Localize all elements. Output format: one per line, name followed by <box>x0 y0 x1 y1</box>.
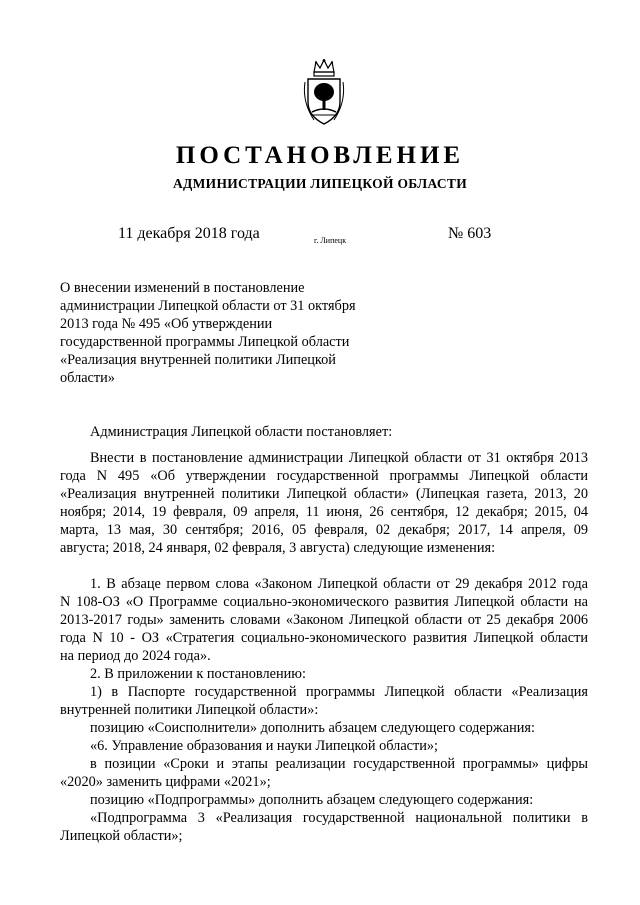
intro-line: ноября; 2014, 19 февраля, 09 апреля, 11 июня, 26 сентября, 12 декабря; 2015, 04 <box>60 504 588 520</box>
item-2-heading: 2. В приложении к постановлению: <box>90 666 306 682</box>
document-number: № 603 <box>448 225 492 242</box>
subject-line: администрации Липецкой области от 31 октября <box>60 298 356 314</box>
document-subtitle: АДМИНИСТРАЦИИ ЛИПЕЦКОЙ ОБЛАСТИ <box>172 176 468 191</box>
subject-line: 2013 года № 495 «Об утверждении <box>60 316 273 332</box>
item-2-1-line: 1) в Паспорте государственной программы Липецкой области «Реализация <box>90 684 588 700</box>
subject-line: государственной программы Липецкой области <box>60 334 350 350</box>
position-terms-line: в позиции «Сроки и этапы реализации государственной программы» цифры <box>90 756 588 772</box>
document-subject <box>60 279 400 387</box>
item-1 <box>60 575 588 845</box>
position-subprograms: позицию «Подпрограммы» дополнить абзацем следующего содержания: <box>90 792 534 808</box>
preamble-text: Администрация Липецкой области постановляет: <box>90 424 393 440</box>
item-2-1-line: внутренней политики Липецкой области»: <box>60 702 319 718</box>
document-city: г. Липецк <box>314 236 347 245</box>
position-subprograms-line: Липецкой области»; <box>60 828 183 844</box>
coat-of-arms-icon <box>302 58 346 128</box>
intro-line: Внести в постановление администрации Липецкой области от 31 октября 2013 <box>90 450 588 466</box>
position-terms-line: «2020» заменить цифрами «2021»; <box>60 774 271 790</box>
intro-line: года N 495 «Об утверждении государственной программы Липецкой области <box>60 468 588 484</box>
item-1-line: года N 10 - ОЗ «Стратегия социально-экономического развития Липецкой области <box>60 630 588 646</box>
item-1-line: 2013-2017 годы» заменить словами «Законом Липецкой области от 25 декабря 2006 <box>60 612 588 628</box>
intro-line: марта, 13 мая, 30 сентября; 2016, 05 февраля, 02 декабря; 2017, 14 апреля, 09 <box>60 522 588 538</box>
item-1-line: N 108-ОЗ «О Программе социально-экономического развития Липецкой области на <box>60 594 588 610</box>
document-title: ПОСТАНОВЛЕНИЕ <box>175 142 465 169</box>
preamble <box>60 423 588 441</box>
position-coexecutors: позицию «Соисполнители» дополнить абзацем следующего содержания: <box>90 720 535 736</box>
intro-line: «Реализация внутренней политики Липецкой области» (Липецкая газета, 2013, 20 <box>60 486 588 502</box>
position-coexecutors-text: «6. Управление образования и науки Липецкой области»; <box>90 738 439 754</box>
subject-line: О внесении изменений в постановление <box>60 280 305 296</box>
intro-line: августа; 2018, 24 января, 02 февраля, 3 августа) следующие изменения: <box>60 540 496 556</box>
intro-paragraph <box>60 449 588 557</box>
item-1-line: 1. В абзаце первом слова «Законом Липецкой области от 29 декабря 2012 года <box>90 576 588 592</box>
document-date: 11 декабря 2018 года <box>118 225 260 242</box>
subject-line: «Реализация внутренней политики Липецкой <box>60 352 336 368</box>
item-1-line: на период до 2024 года». <box>60 648 211 664</box>
position-subprograms-line: «Подпрограмма 3 «Реализация государственной национальной политики в <box>90 810 588 826</box>
subject-line: области» <box>60 370 115 386</box>
